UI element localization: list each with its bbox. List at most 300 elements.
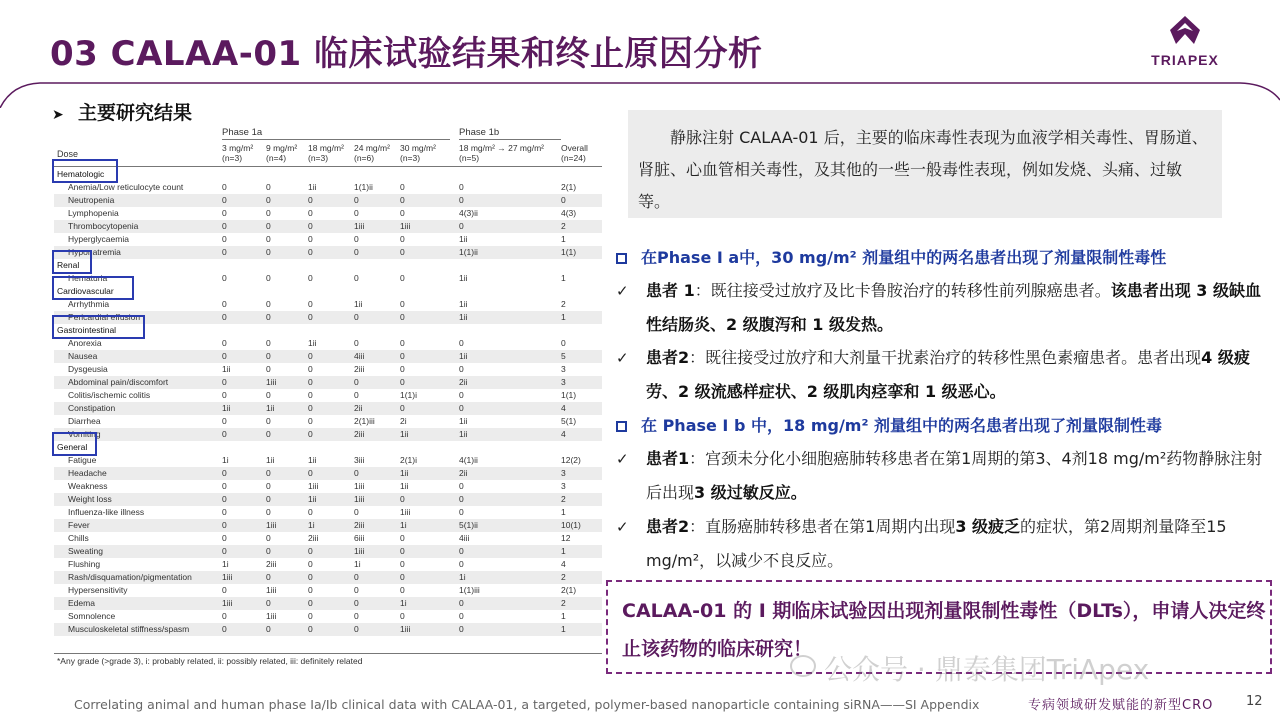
event-count: 1ii: [308, 455, 317, 465]
patient-desc: ：既往接受过放疗及比卡鲁胺治疗的转移性前列腺癌患者。: [694, 281, 1111, 300]
event-count: 0: [308, 221, 313, 231]
table-row: [54, 246, 602, 259]
event-count: 0: [308, 598, 313, 608]
logo-text: TRIAPEX: [1151, 52, 1219, 68]
conclusion-text: CALAA-01 的 I 期临床试验因出现剂量限制性毒性（DLTs），申请人决定终止该药物的临床研究！: [622, 600, 1266, 660]
dose-column-header: [400, 143, 436, 163]
event-count: 1ii: [459, 429, 468, 439]
event-name: Hyponatremia: [68, 247, 121, 257]
event-count: 3: [561, 377, 566, 387]
category-highlight-box: [52, 432, 97, 456]
event-count: 0: [222, 611, 227, 621]
event-count: 4(1)ii: [459, 455, 478, 465]
event-name: Abdominal pain/discomfort: [68, 377, 169, 387]
event-count: 0: [400, 611, 405, 621]
event-count: 2: [561, 494, 566, 504]
event-count: 0: [354, 507, 359, 517]
event-count: 2: [561, 598, 566, 608]
category-name: Cardiovascular: [57, 286, 114, 296]
patient-1a-item: [616, 274, 1266, 342]
checkmark-icon: ✓: [616, 518, 629, 536]
event-count: 2(1): [561, 182, 577, 192]
dose-header-line: 30 mg/m²: [400, 143, 436, 153]
event-count: 0: [459, 624, 464, 634]
dose-header-line: (n=5): [459, 153, 480, 163]
event-count: 0: [308, 416, 313, 426]
dose-column-header: [354, 143, 390, 163]
event-count: 5(1)ii: [459, 520, 478, 530]
dose-column-header: [266, 143, 297, 163]
patient-desc: ：直肠癌肺转移患者在第1周期内出现: [689, 517, 956, 536]
event-count: 2ii: [459, 468, 468, 478]
event-count: 0: [222, 273, 227, 283]
event-count: 1(1)ii: [459, 247, 478, 257]
event-count: 2ii: [354, 403, 363, 413]
triapex-logo-icon: [1168, 14, 1202, 48]
event-name: Somnolence: [68, 611, 116, 621]
patient-1b-item: [616, 442, 1266, 510]
event-count: 0: [266, 312, 271, 322]
event-count: 0: [266, 416, 271, 426]
event-count: 0: [222, 624, 227, 634]
event-count: 0: [400, 533, 405, 543]
category-highlight-box: [52, 315, 145, 339]
event-count: 0: [266, 195, 271, 205]
category-row: [54, 441, 602, 454]
dose-column-header: [222, 143, 253, 163]
event-count: 0: [459, 546, 464, 556]
event-count: 0: [354, 234, 359, 244]
event-count: 0: [308, 273, 313, 283]
event-count: 1iii: [354, 481, 365, 491]
event-count: 1iii: [266, 377, 277, 387]
wechat-icon: [790, 655, 816, 677]
event-count: 1iii: [222, 572, 233, 582]
event-count: 1ii: [459, 273, 468, 283]
event-count: 1iii: [400, 624, 411, 634]
event-count: 0: [308, 559, 313, 569]
event-count: 1: [561, 611, 566, 621]
event-count: 4: [561, 429, 566, 439]
patient-label: 患者2: [646, 517, 690, 536]
event-name: Neutropenia: [68, 195, 115, 205]
event-count: 0: [266, 234, 271, 244]
table-row: [54, 298, 602, 311]
category-name: Gastrointestinal: [57, 325, 117, 335]
event-count: 4iii: [459, 533, 470, 543]
table-row: [54, 194, 602, 207]
event-count: 0: [308, 468, 313, 478]
patient-2a-item: [616, 341, 1266, 409]
event-count: 0: [459, 182, 464, 192]
patient-desc-2: 的症状，第2周期剂量降至15 mg/m²，以减少不良反应。: [646, 517, 1227, 570]
event-count: 0: [222, 312, 227, 322]
event-count: 0: [459, 195, 464, 205]
dose-header-line: (n=3): [308, 153, 329, 163]
event-name: Anemia/Low reticulocyte count: [68, 182, 184, 192]
dose-header-line: (n=6): [354, 153, 375, 163]
table-row: [54, 532, 602, 545]
event-count: 0: [400, 364, 405, 374]
event-count: 1i: [400, 598, 407, 608]
event-count: 1iii: [354, 494, 365, 504]
event-count: 0: [459, 494, 464, 504]
event-count: 4: [561, 559, 566, 569]
table-row: [54, 454, 602, 467]
event-count: 0: [222, 494, 227, 504]
event-name: Chills: [68, 533, 89, 543]
patient-toxicity: 3 级疲乏: [955, 517, 1021, 536]
event-count: 1ii: [266, 455, 275, 465]
table-row: [54, 597, 602, 610]
event-count: 0: [459, 390, 464, 400]
table-row: [54, 493, 602, 506]
phase-1b-heading: [616, 413, 1256, 436]
event-count: 0: [354, 273, 359, 283]
event-count: 0: [354, 247, 359, 257]
event-count: 0: [308, 312, 313, 322]
event-count: 0: [308, 429, 313, 439]
event-count: 12(2): [561, 455, 581, 465]
event-name: Sweating: [68, 546, 103, 556]
event-count: 0: [459, 221, 464, 231]
event-name: Constipation: [68, 403, 116, 413]
event-count: 10(1): [561, 520, 581, 530]
event-count: 0: [400, 299, 405, 309]
table-row: [54, 389, 602, 402]
event-count: 0: [266, 468, 271, 478]
dose-header-line: (n=4): [266, 153, 287, 163]
event-count: 0: [354, 572, 359, 582]
event-count: 0: [266, 429, 271, 439]
event-count: 0: [308, 195, 313, 205]
event-count: 2iii: [354, 429, 365, 439]
event-count: 2: [561, 572, 566, 582]
event-count: 1: [561, 624, 566, 634]
event-name: Influenza-like illness: [68, 507, 145, 517]
event-count: 0: [266, 572, 271, 582]
event-count: 0: [354, 377, 359, 387]
phase-1b-heading-text: 在 Phase I b 中，18 mg/m² 剂量组中的两名患者出现了剂量限制性毒: [641, 416, 1163, 435]
category-row: [54, 285, 602, 298]
event-count: 0: [222, 507, 227, 517]
patient-toxicity: 4 级疲劳、2 级流感样症状、2 级肌肉痉挛和 1 级恶心。: [646, 348, 1250, 401]
event-count: 0: [308, 234, 313, 244]
event-count: 1i: [354, 559, 361, 569]
phase-1a-heading: [616, 245, 1256, 268]
patient-label: 患者 1: [646, 281, 695, 300]
category-highlight-box: [52, 159, 118, 183]
event-name: Edema: [68, 598, 95, 608]
event-count: 1ii: [308, 182, 317, 192]
event-count: 12: [561, 533, 571, 543]
event-count: 0: [266, 273, 271, 283]
section-heading-text: 主要研究结果: [78, 102, 193, 124]
event-count: 0: [308, 507, 313, 517]
event-name: Anorexia: [68, 338, 102, 348]
event-count: 0: [266, 351, 271, 361]
event-count: 0: [354, 338, 359, 348]
event-count: 0: [400, 546, 405, 556]
event-name: Arrhythmia: [68, 299, 110, 309]
table-row: [54, 207, 602, 220]
event-count: 1i: [400, 520, 407, 530]
event-name: Headache: [68, 468, 107, 478]
event-count: 0: [266, 221, 271, 231]
event-count: 0: [459, 403, 464, 413]
event-count: 0: [308, 364, 313, 374]
table-row: [54, 558, 602, 571]
event-count: 0: [222, 351, 227, 361]
event-count: 1(1)i: [400, 390, 418, 400]
event-count: 2(1): [561, 585, 577, 595]
event-count: 0: [308, 572, 313, 582]
event-count: 1ii: [459, 299, 468, 309]
event-count: 1iii: [266, 520, 277, 530]
event-count: 0: [459, 364, 464, 374]
event-count: 0: [400, 585, 405, 595]
event-count: 0: [222, 221, 227, 231]
table-row: [54, 233, 602, 246]
event-count: 0: [308, 247, 313, 257]
dose-header-line: (n=3): [222, 153, 243, 163]
event-name: Weight loss: [68, 494, 112, 504]
event-count: 0: [400, 273, 405, 283]
event-count: 1(1): [561, 390, 577, 400]
summary-box: [628, 110, 1222, 218]
event-count: 0: [222, 208, 227, 218]
event-count: 1ii: [222, 403, 231, 413]
footer-tagline: 专病领域研发赋能的新型CRO: [1028, 698, 1214, 713]
checkmark-icon: ✓: [616, 450, 629, 468]
table-row: [54, 519, 602, 532]
event-count: 0: [354, 208, 359, 218]
event-count: 0: [308, 585, 313, 595]
event-count: 1ii: [459, 416, 468, 426]
event-count: 4iii: [354, 351, 365, 361]
event-count: 0: [354, 611, 359, 621]
event-count: 0: [266, 494, 271, 504]
event-count: 0: [459, 611, 464, 621]
event-count: 0: [459, 338, 464, 348]
event-count: 0: [308, 377, 313, 387]
event-count: 1: [561, 273, 566, 283]
event-count: 0: [308, 351, 313, 361]
table-row: [54, 480, 602, 493]
event-name: Weakness: [68, 481, 108, 491]
event-count: 0: [266, 533, 271, 543]
table-row: [54, 272, 602, 285]
event-count: 0: [266, 598, 271, 608]
event-count: 0: [222, 234, 227, 244]
event-name: Rash/disquamation/pigmentation: [68, 572, 192, 582]
event-count: 0: [222, 416, 227, 426]
event-count: 2i: [400, 416, 407, 426]
event-count: 0: [222, 585, 227, 595]
patient-toxicity: 3 级过敏反应。: [694, 483, 807, 502]
category-row: [54, 168, 602, 181]
section-heading: [52, 98, 192, 125]
event-count: 1iii: [354, 546, 365, 556]
event-count: 3iii: [354, 455, 365, 465]
event-count: 1iii: [266, 585, 277, 595]
company-logo: [1140, 14, 1230, 70]
table-row: [54, 337, 602, 350]
event-count: 5(1): [561, 416, 577, 426]
event-name: Vomiting: [68, 429, 101, 439]
event-count: 4: [561, 403, 566, 413]
dose-header-line: 18 mg/m² → 27 mg/m²: [459, 143, 545, 153]
category-highlight-box: [52, 250, 92, 274]
dose-header-line: 24 mg/m²: [354, 143, 390, 153]
event-count: 1(1)ii: [354, 182, 373, 192]
watermark-text: 公众号 · 鼎泰集团TriApex: [824, 653, 1150, 686]
event-count: 0: [266, 546, 271, 556]
table-row: [54, 363, 602, 376]
event-name: Fatigue: [68, 455, 97, 465]
event-count: 1i: [222, 455, 229, 465]
event-count: 0: [354, 195, 359, 205]
event-name: Hyperglycaemia: [68, 234, 129, 244]
event-count: 0: [266, 390, 271, 400]
event-count: 2ii: [459, 377, 468, 387]
event-count: 0: [222, 377, 227, 387]
event-count: 1iii: [266, 611, 277, 621]
table-row: [54, 610, 602, 623]
dose-header-line: (n=3): [400, 153, 421, 163]
event-count: 0: [222, 195, 227, 205]
event-count: 1ii: [459, 351, 468, 361]
arrow-bullet-icon: ➤: [52, 107, 64, 123]
event-count: 0: [266, 299, 271, 309]
table-row: [54, 571, 602, 584]
event-count: 1i: [222, 559, 229, 569]
event-count: 0: [354, 598, 359, 608]
event-count: 0: [266, 481, 271, 491]
event-count: 0: [459, 481, 464, 491]
event-count: 0: [400, 572, 405, 582]
category-name: General: [57, 442, 88, 452]
event-count: 1: [561, 312, 566, 322]
event-count: 2iii: [354, 364, 365, 374]
table-row: [54, 181, 602, 194]
event-count: 1(1)iii: [459, 585, 480, 595]
event-count: 0: [266, 208, 271, 218]
event-count: 0: [459, 559, 464, 569]
table-row: [54, 623, 602, 636]
category-name: Hematologic: [57, 169, 105, 179]
event-count: 0: [354, 312, 359, 322]
event-count: 3: [561, 481, 566, 491]
event-count: 0: [400, 494, 405, 504]
table-row: [54, 467, 602, 480]
event-count: 3: [561, 468, 566, 478]
event-count: 1ii: [308, 494, 317, 504]
event-count: 1ii: [222, 364, 231, 374]
event-count: 0: [308, 611, 313, 621]
event-count: 0: [266, 338, 271, 348]
event-count: 0: [459, 598, 464, 608]
table-footnote: *Any grade (>grade 3), i: probably related, ii: possibly related, iii: definitely related: [57, 656, 363, 666]
footnote-rule: [54, 653, 602, 654]
event-name: Nausea: [68, 351, 98, 361]
event-count: 1ii: [459, 312, 468, 322]
phase-1b-rule: [459, 139, 561, 140]
event-count: 0: [354, 390, 359, 400]
event-name: Flushing: [68, 559, 101, 569]
event-name: Musculoskeletal stiffness/spasm: [68, 624, 190, 634]
event-name: Colitis/ischemic colitis: [68, 390, 151, 400]
phase-1b-label: Phase 1b: [459, 127, 500, 138]
patient-2b-item: [616, 510, 1266, 578]
event-count: 0: [222, 338, 227, 348]
event-name: Fever: [68, 520, 90, 530]
checkmark-icon: ✓: [616, 282, 629, 300]
dose-header-line: 9 mg/m²: [266, 143, 298, 153]
summary-text: 静脉注射 CALAA-01 后，主要的临床毒性表现为血液学相关毒性、胃肠道、肾脏、心血管相关毒性，及其他的一些一般毒性表现，例如发烧、头痛、过敏等。: [638, 128, 1208, 211]
event-count: 0: [222, 468, 227, 478]
dose-label: Dose: [57, 149, 79, 159]
event-count: 0: [400, 195, 405, 205]
source-citation: Correlating animal and human phase Ia/Ib clinical data with CALAA-01, a targeted, polymer-based nanoparticle containing siRNA——SI Appendix: [74, 697, 980, 712]
event-count: 1ii: [459, 234, 468, 244]
event-count: 0: [400, 182, 405, 192]
dose-column-header: [308, 143, 344, 163]
event-count: 3: [561, 364, 566, 374]
event-count: 0: [222, 390, 227, 400]
event-count: 0: [222, 429, 227, 439]
table-row: [54, 402, 602, 415]
event-count: 1iii: [400, 221, 411, 231]
event-count: 1i: [308, 520, 315, 530]
table-row: [54, 506, 602, 519]
event-count: 0: [222, 182, 227, 192]
event-count: 2iii: [308, 533, 319, 543]
patient-desc: ：既往接受过放疗和大剂量干扰素治疗的转移性黑色素瘤患者。患者出现: [689, 348, 1202, 367]
table-row: [54, 584, 602, 597]
patient-desc: ：宫颈未分化小细胞癌肺转移患者在第1周期的第3、4剂18 mg/m²药物静脉注射后出现: [646, 449, 1263, 502]
dose-column-header: [459, 143, 544, 163]
table-row: [54, 545, 602, 558]
table-row: [54, 220, 602, 233]
event-name: Hypersensitivity: [68, 585, 128, 595]
event-count: 0: [222, 520, 227, 530]
phase-1a-heading-text: 在Phase I a中，30 mg/m² 剂量组中的两名患者出现了剂量限制性毒性: [641, 248, 1167, 267]
event-count: 1: [561, 507, 566, 517]
event-count: 0: [400, 403, 405, 413]
event-count: 0: [400, 377, 405, 387]
event-count: 1ii: [400, 429, 409, 439]
event-count: 0: [222, 299, 227, 309]
event-count: 2iii: [354, 520, 365, 530]
dose-header-line: (n=24): [561, 153, 586, 163]
event-count: 4(3): [561, 208, 577, 218]
watermark: [790, 648, 1149, 688]
event-count: 1iii: [308, 481, 319, 491]
event-count: 2: [561, 299, 566, 309]
category-highlight-box: [52, 276, 134, 300]
event-count: 0: [354, 468, 359, 478]
event-count: 0: [400, 312, 405, 322]
event-count: 1ii: [308, 338, 317, 348]
event-count: 1: [561, 546, 566, 556]
event-count: 2(1)iii: [354, 416, 375, 426]
event-count: 0: [222, 247, 227, 257]
event-count: 0: [400, 234, 405, 244]
event-count: 4(3)ii: [459, 208, 478, 218]
page-title: 03 CALAA-01 临床试验结果和终止原因分析: [50, 34, 763, 74]
event-count: 0: [308, 624, 313, 634]
